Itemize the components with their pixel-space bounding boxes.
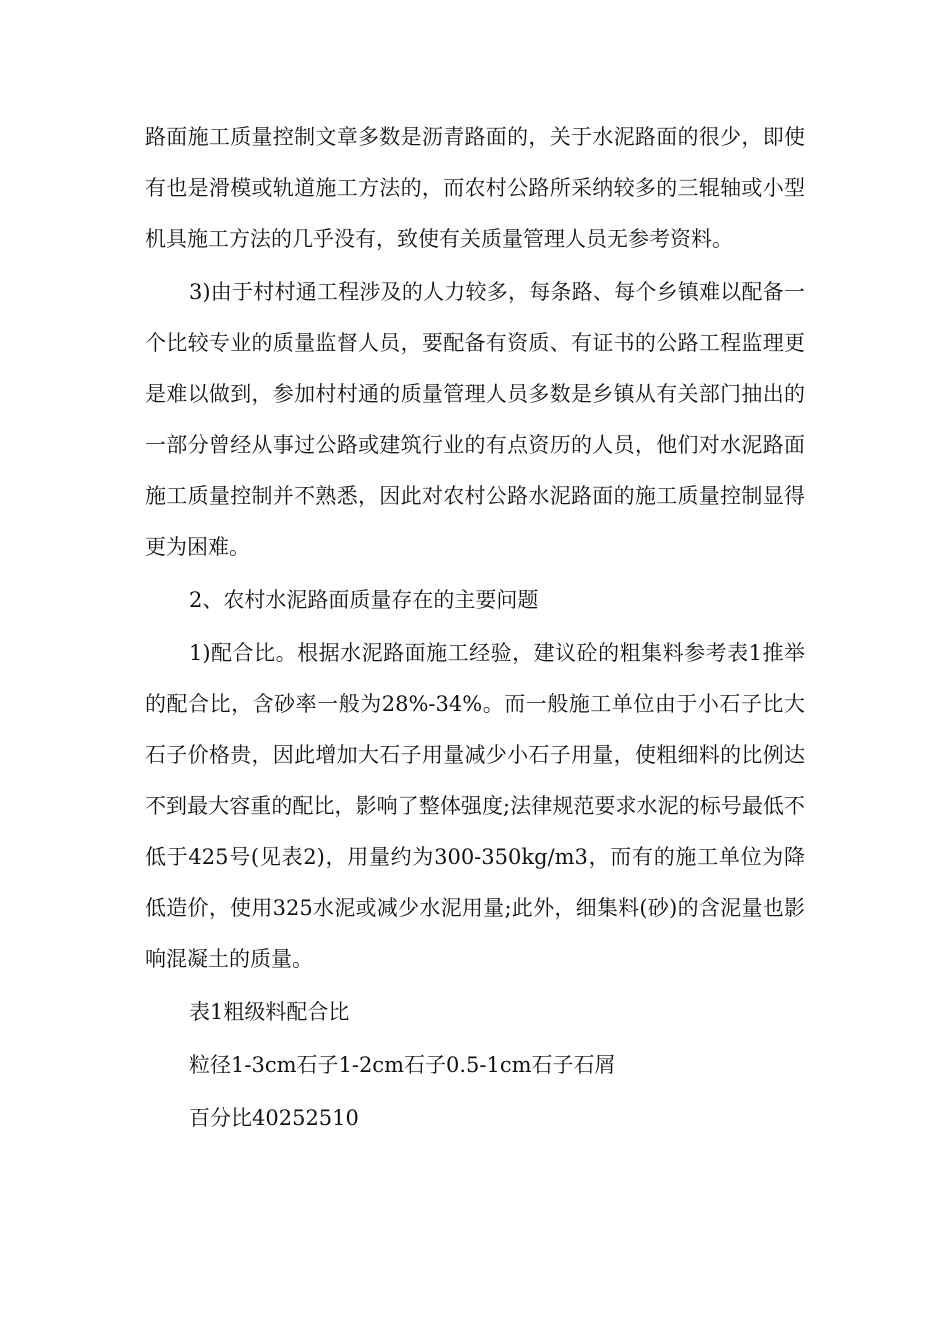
table-caption: 表1粗级料配合比 [189,1000,350,1024]
document-body [145,112,805,1144]
section-heading: 2、农村水泥路面质量存在的主要问题 [189,588,539,612]
paragraph-continuation: 路面施工质量控制文章多数是沥青路面的，关于水泥路面的很少，即使有也是滑模或轨道施工方法的，而农村公路所采纳较多的三辊轴或小型机具施工方法的几乎没有，致使有关质量管理人员无参考资料。 [145,125,805,251]
table-row-percentage: 百分比40252510 [189,1106,359,1130]
paragraph-point-3: 3)由于村村通工程涉及的人力较多，每条路、每个乡镇难以配备一个比较专业的质量监督人员，要配备有资质、有证书的公路工程监理更是难以做到，参加村村通的质量管理人员多数是乡镇从有关部门抽出的一部分曾经从事过公路或建筑行业的有点资历的人员，他们对水泥路面施工质量控制并不熟悉，因此对农村公路水泥路面的施工质量控制显得更为困难。 [145,280,805,559]
table-row-grain-size: 粒径1-3cm石子1-2cm石子0.5-1cm石子石屑 [189,1053,616,1077]
paragraph-point-1: 1)配合比。根据水泥路面施工经验，建议砼的粗集料参考表1推举的配合比，含砂率一般为28%-34%。而一般施工单位由于小石子比大石子价格贵，因此增加大石子用量减少小石子用量，使粗细料的比例达不到最大容重的配比，影响了整体强度;法律规范要求水泥的标号最低不低于425号(见表2)，用量约为300-350kg/m3，而有的施工单位为降低造价，使用325水泥或减少水泥用量;此外，细集料(砂)的含泥量也影响混凝土的质量。 [145,641,805,971]
